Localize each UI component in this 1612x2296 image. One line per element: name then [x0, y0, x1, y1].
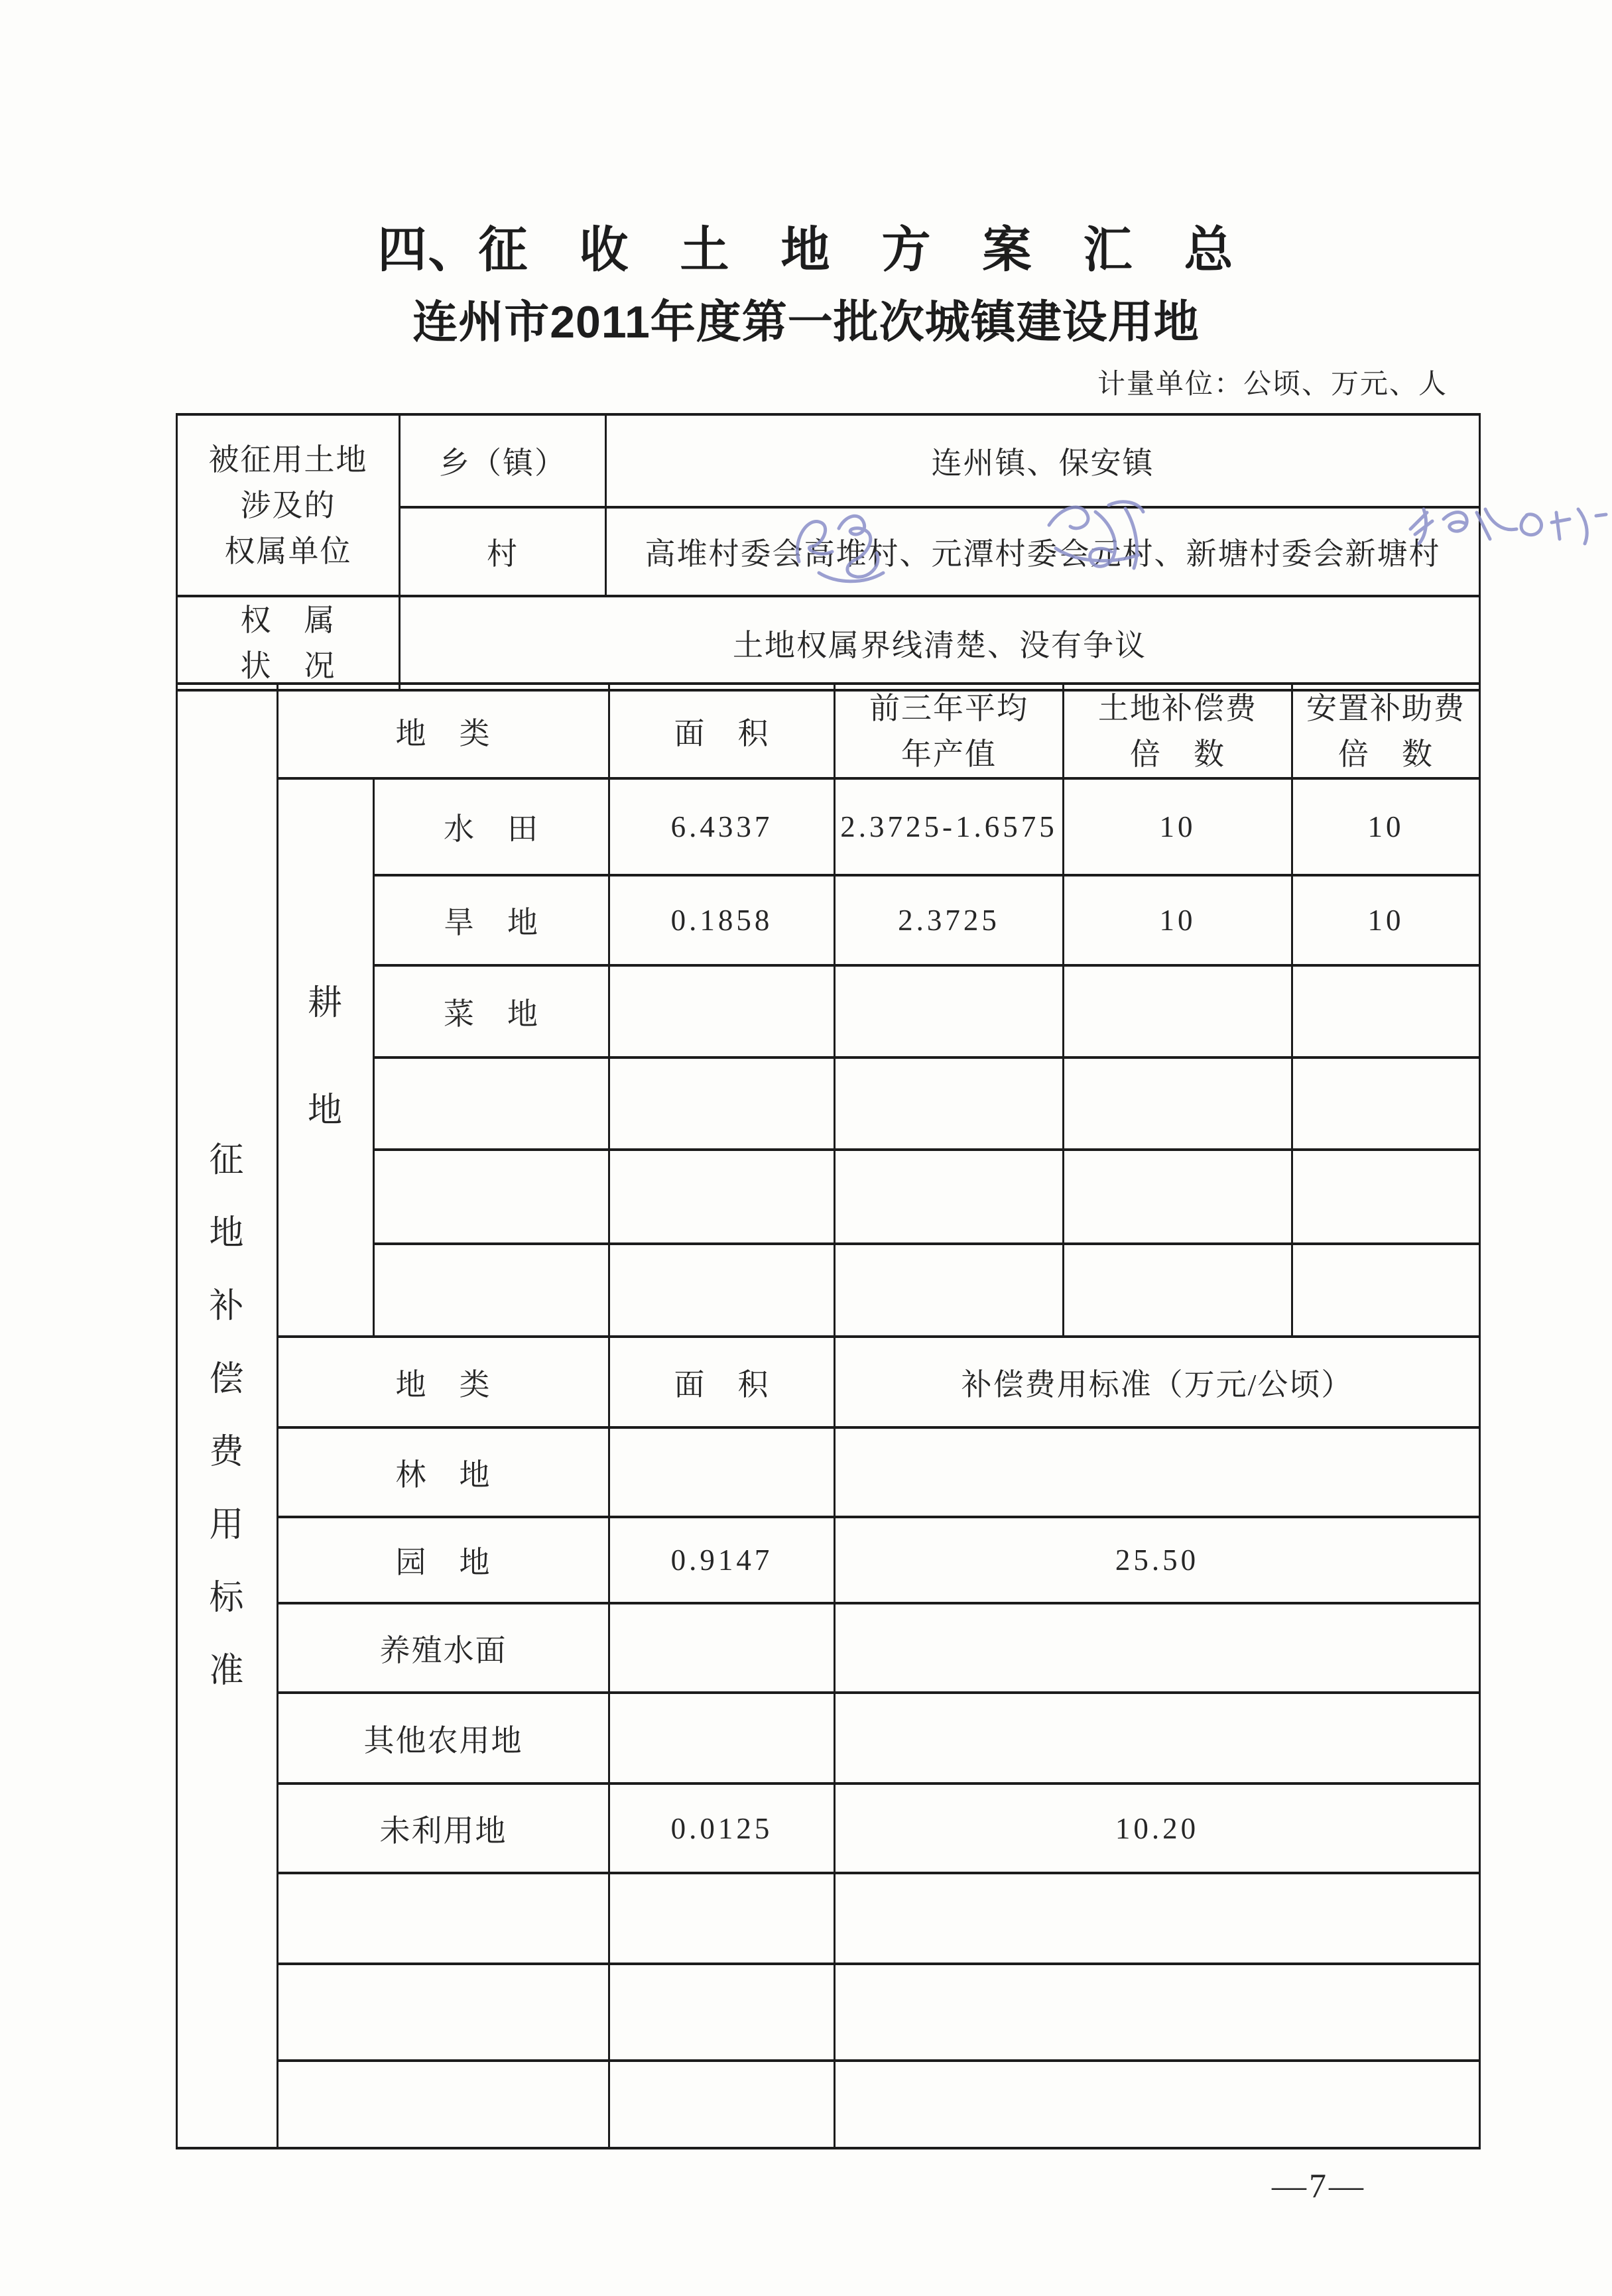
area-cell: [609, 1873, 835, 1964]
handwritten-note-right: [1400, 483, 1610, 569]
owner-label-line: 权属单位: [224, 534, 352, 568]
tenure-label-line: 状 况: [240, 649, 336, 683]
tenure-status-label-cell: [177, 596, 400, 690]
owner-units-label-cell: [177, 414, 400, 596]
area-cell: [609, 1427, 835, 1517]
handwritten-signature-2: [1029, 485, 1172, 591]
resettle-multiple-cell: [1292, 1057, 1480, 1150]
land-type-cell: 旱 地: [374, 875, 609, 965]
table-row: [177, 778, 1480, 875]
area-cell: 0.1858: [609, 875, 835, 965]
standard-cell: [835, 1964, 1480, 2061]
standard-cell: [835, 1603, 1480, 1693]
owner-label-line: 被征用土地: [208, 442, 368, 477]
avg-output-cell: [835, 1057, 1064, 1150]
area-cell: [609, 2061, 835, 2148]
avg-output-cell: 2.3725: [835, 875, 1064, 965]
land-type-cell: [374, 1150, 609, 1244]
table-row: [177, 1783, 1480, 1873]
owner-label-line: 涉及的: [240, 488, 336, 522]
avg-output-cell: [835, 1244, 1064, 1337]
standard-cell: [835, 1427, 1480, 1517]
land-type-cell: [278, 1873, 609, 1964]
page-title: 四、征 收 土 地 方 案 汇 总: [377, 222, 1235, 277]
page-number: —7—: [1272, 2167, 1366, 2205]
land-type-cell: 未利用地: [278, 1783, 609, 1873]
side-label-cell: [177, 684, 278, 2148]
table-row: [177, 1964, 1480, 2061]
area-cell: [609, 1244, 835, 1337]
land-type-cell: [278, 2061, 609, 2148]
village-value-cell: 高堆村委会高堆村、元潭村委会元村、新塘村委会新塘村: [606, 507, 1480, 596]
resettle-multiple-cell: [1292, 965, 1480, 1057]
area-cell: 0.9147: [609, 1517, 835, 1603]
avg-output-cell: [835, 1150, 1064, 1244]
standard-cell: [835, 1873, 1480, 1964]
land-type-cell: [374, 1244, 609, 1337]
area-cell: [609, 1693, 835, 1783]
land-multiple-cell: [1064, 1244, 1292, 1337]
t2-header-area: 面 积: [609, 1337, 835, 1427]
table-row: [177, 596, 1480, 690]
resettle-multiple-cell: 10: [1292, 875, 1480, 965]
land-type-cell: 菜 地: [374, 965, 609, 1057]
township-value-cell: 连州镇、保安镇: [606, 414, 1480, 507]
area-cell: [609, 1057, 835, 1150]
document-subtitle: 连州市2011年度第一批次城镇建设用地: [412, 297, 1200, 347]
land-multiple-cell: [1064, 965, 1292, 1057]
handwritten-signature-1: [782, 499, 908, 598]
avg-output-cell: [835, 965, 1064, 1057]
tenure-status-value-cell: 土地权属界线清楚、没有争议: [400, 596, 1480, 690]
table-row: [177, 684, 1480, 778]
t2-header-type: 地 类: [278, 1337, 609, 1427]
table-row: [177, 1873, 1480, 1964]
land-multiple-cell: 10: [1064, 778, 1292, 875]
land-type-cell: 其他农用地: [278, 1693, 609, 1783]
area-cell: 0.0125: [609, 1783, 835, 1873]
table-row: [177, 1603, 1480, 1693]
table-row: [177, 414, 1480, 507]
resettle-multiple-cell: 10: [1292, 778, 1480, 875]
table-row: [177, 1693, 1480, 1783]
t2-header-standard: 补偿费用标准（万元/公顷）: [835, 1337, 1480, 1427]
area-cell: [609, 1150, 835, 1244]
t1-header-type: 地 类: [278, 684, 609, 778]
land-multiple-cell: [1064, 1057, 1292, 1150]
t1-header-area: 面 积: [609, 684, 835, 778]
land-type-cell: 园 地: [278, 1517, 609, 1603]
table-row: [177, 2061, 1480, 2148]
tenure-label-line: 权 属: [240, 603, 336, 637]
standard-cell: [835, 2061, 1480, 2148]
avg-output-cell: 2.3725-1.6575: [835, 778, 1064, 875]
cultivated-land-group-cell: [278, 778, 374, 1337]
t1-header-resettle-multiple: 安置补助费 倍 数: [1292, 684, 1480, 778]
land-type-cell: [278, 1964, 609, 2061]
table-row: [177, 1337, 1480, 1427]
land-multiple-cell: 10: [1064, 875, 1292, 965]
vertical-side-label: 征 地 补 偿 费 用 标 准: [209, 1141, 245, 1690]
land-type-cell: 养殖水面: [278, 1603, 609, 1693]
resettle-multiple-cell: [1292, 1244, 1480, 1337]
area-cell: [609, 965, 835, 1057]
land-type-cell: 水 田: [374, 778, 609, 875]
t1-header-land-multiple: 土地补偿费 倍 数: [1064, 684, 1292, 778]
resettle-multiple-cell: [1292, 1150, 1480, 1244]
area-cell: [609, 1964, 835, 2061]
area-cell: 6.4337: [609, 778, 835, 875]
standard-cell: 10.20: [835, 1783, 1480, 1873]
compensation-standards-table: [176, 682, 1481, 2149]
standard-cell: 25.50: [835, 1517, 1480, 1603]
land-multiple-cell: [1064, 1150, 1292, 1244]
measurement-unit-note: 计量单位：公顷、万元、人: [1097, 369, 1448, 400]
vertical-group-label: 耕 地: [307, 985, 343, 1130]
land-type-cell: [374, 1057, 609, 1150]
land-type-cell: 林 地: [278, 1427, 609, 1517]
standard-cell: [835, 1693, 1480, 1783]
t1-header-avg-output: 前三年平均 年产值: [835, 684, 1064, 778]
village-label-cell: 村: [400, 507, 606, 596]
township-label-cell: 乡（镇）: [400, 414, 606, 507]
table-row: [177, 1427, 1480, 1517]
table-row: [177, 1517, 1480, 1603]
area-cell: [609, 1603, 835, 1693]
